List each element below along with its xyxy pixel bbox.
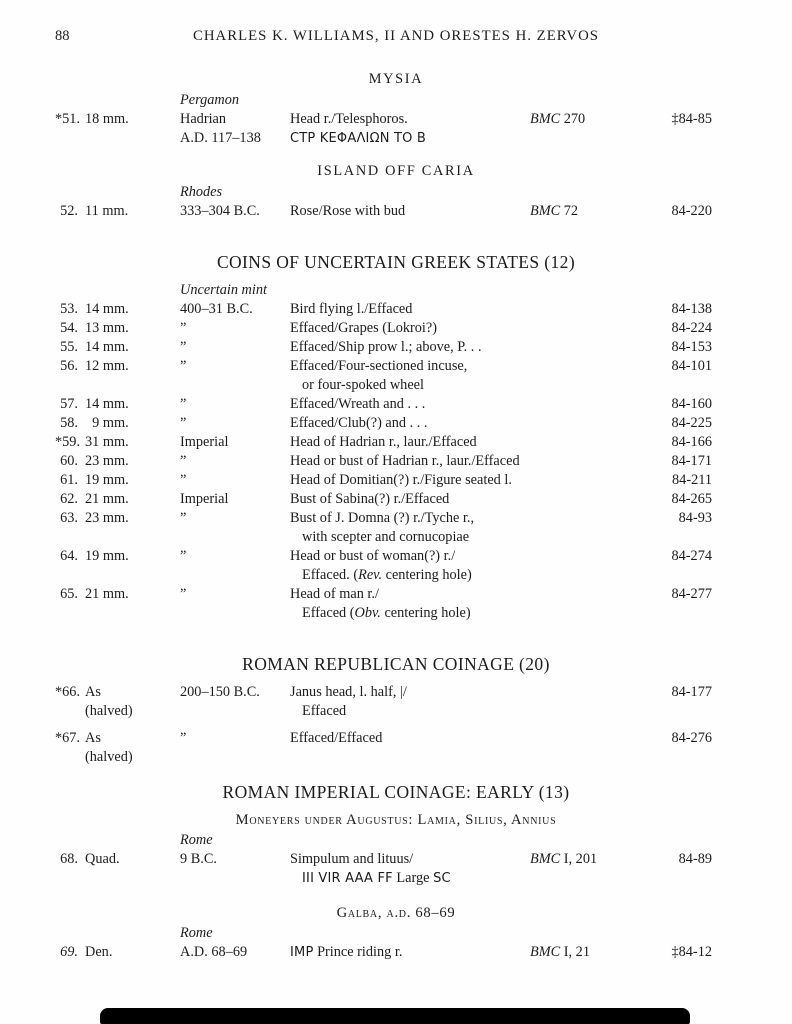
text-run: Head of Hadrian r., laur./Effaced: [290, 434, 477, 450]
entry-catalog-number: 84-276: [671, 730, 712, 746]
text-run: Effaced/Four-sectioned incuse,: [290, 358, 468, 374]
entry-row: [55, 414, 737, 433]
entry-mint-line: ”: [180, 415, 187, 431]
entry-description-line: [290, 110, 530, 129]
page-number: 88: [55, 28, 70, 44]
entry-description: [290, 338, 530, 357]
text-run: Obv.: [354, 605, 381, 621]
entry-reference: [530, 319, 640, 338]
entry-reference: [530, 452, 640, 471]
entry-reference: [530, 943, 640, 962]
entry-row: [55, 300, 737, 319]
entry-mint: [180, 110, 290, 148]
text-run: 270: [560, 111, 586, 127]
text-run: III VIR AAA FF: [302, 871, 393, 886]
entry-number: *51.: [55, 111, 81, 127]
entry-mint-line: ”: [180, 396, 187, 412]
entry-description-line: [290, 528, 530, 547]
entry-row: [55, 452, 737, 471]
entry-mint-line: Imperial: [180, 434, 229, 450]
entry-size-line: Den.: [85, 944, 113, 960]
text-run: Effaced. (: [302, 567, 359, 583]
entry-reference: [530, 414, 640, 433]
entry-reference: [530, 471, 640, 490]
entry-catalog-number: 84-265: [671, 491, 712, 507]
entry-number: 69.: [60, 944, 78, 960]
mint-label: Rome: [180, 925, 213, 941]
entry-mint-line: Imperial: [180, 491, 229, 507]
entry-catalog-number: 84-171: [671, 453, 712, 469]
entry-description-line: [290, 357, 530, 376]
entry-catalog-number: 84-177: [671, 684, 712, 700]
entry-size: [85, 414, 180, 433]
entry-size-line: 19 mm.: [85, 548, 129, 564]
entry-size-line: (halved): [85, 749, 133, 765]
entry-mint-line: A.D. 68–69: [180, 944, 248, 960]
entry-size: [85, 110, 180, 148]
entry-description: [290, 319, 530, 338]
entry-size: [85, 585, 180, 623]
entry-mint: [180, 490, 290, 509]
entry-mint-line: 400–31 B.C.: [180, 301, 253, 317]
entry-row: [55, 319, 737, 338]
entry-size: [85, 509, 180, 547]
section-heading: COINS OF UNCERTAIN GREEK STATES (12): [216, 252, 576, 272]
section-heading: MYSIA: [368, 71, 424, 87]
entry-number: 57.: [60, 396, 78, 412]
text-run: BMC: [530, 851, 561, 867]
entry-mint: [180, 683, 290, 721]
entry-row: [55, 850, 737, 888]
catalog-content: [0, 70, 792, 962]
entry-mint-line: 200–150 B.C.: [180, 684, 260, 700]
text-run: SC: [433, 871, 451, 886]
entry-size-line: 9 mm.: [85, 415, 129, 431]
entry-size: [85, 452, 180, 471]
entry-description: [290, 357, 530, 395]
text-run: Large: [392, 870, 434, 886]
entry-mint: [180, 509, 290, 547]
entry-description: [290, 395, 530, 414]
entry-description: [290, 300, 530, 319]
entry-row: [55, 547, 737, 585]
text-run: Prince riding r.: [313, 944, 403, 960]
entry-number: *59.: [55, 434, 81, 450]
entry-description-line: [290, 395, 530, 414]
text-run: IMP: [290, 945, 314, 960]
entry-size-line: 19 mm.: [85, 472, 129, 488]
entry-reference: [530, 585, 640, 623]
text-run: Head or bust of woman(?) r./: [290, 548, 456, 564]
entry-mint-line: ”: [180, 453, 187, 469]
entry-number: 64.: [60, 548, 78, 564]
entry-mint: [180, 471, 290, 490]
entry-catalog-number: 84-89: [678, 851, 712, 867]
text-run: or four-spoked wheel: [302, 377, 424, 393]
section-heading: ISLAND OFF CARIA: [317, 163, 475, 179]
entry-description-line: [290, 585, 530, 604]
text-run: centering hole): [380, 605, 471, 621]
entry-mint-line: ”: [180, 358, 187, 374]
entry-description-line: [290, 319, 530, 338]
entry-size-line: (halved): [85, 703, 133, 719]
entry-size: [85, 319, 180, 338]
entry-number: 54.: [60, 320, 78, 336]
entry-mint: [180, 300, 290, 319]
entry-mint: [180, 319, 290, 338]
entry-mint: [180, 943, 290, 962]
entry-row: [55, 110, 737, 148]
entry-description-line: [290, 433, 530, 452]
entry-mint: [180, 452, 290, 471]
entry-description: [290, 202, 530, 221]
text-run: CTP ΚΕΦΑΛΙΩΝ ΤΟ Β: [290, 131, 426, 146]
entry-catalog-number: 84-274: [671, 548, 712, 564]
entry-size: [85, 729, 180, 767]
mint-label: Pergamon: [180, 92, 240, 108]
entry-number: 61.: [60, 472, 78, 488]
mint-label: Rome: [180, 832, 213, 848]
entry-size: [85, 490, 180, 509]
entry-description: [290, 471, 530, 490]
entry-mint-line: ”: [180, 730, 187, 746]
entry-mint: [180, 414, 290, 433]
entry-mint-line: 333–304 B.C.: [180, 203, 260, 219]
text-run: Effaced: [302, 703, 347, 719]
entry-size-line: Quad.: [85, 851, 120, 867]
entry-mint: [180, 338, 290, 357]
entry-row: [55, 943, 737, 962]
section-heading: ROMAN REPUBLICAN COINAGE (20): [242, 654, 550, 674]
entry-description-line: [290, 943, 530, 962]
running-title: CHARLES K. WILLIAMS, II AND ORESTES H. ZERVOS: [192, 28, 600, 44]
entry-row: [55, 509, 737, 547]
entry-size-line: 14 mm.: [85, 339, 129, 355]
text-run: Head or bust of Hadrian r., laur./Effaced: [290, 453, 520, 469]
entry-size: [85, 433, 180, 452]
entry-mint: [180, 547, 290, 585]
text-run: Effaced/Club(?) and . . .: [290, 415, 428, 431]
entry-description: [290, 547, 530, 585]
text-run: Simpulum and lituus/: [290, 851, 414, 867]
entry-description: [290, 452, 530, 471]
entry-catalog-number: 84-101: [671, 358, 712, 374]
text-run: Rose/Rose with bud: [290, 203, 406, 219]
entry-catalog-number: 84-166: [671, 434, 712, 450]
entry-catalog-number: ‡84-85: [671, 111, 712, 127]
entry-reference: [530, 850, 640, 888]
entry-size: [85, 850, 180, 888]
entry-size-line: 11 mm.: [85, 203, 129, 219]
entry-catalog-number: 84-153: [671, 339, 712, 355]
entry-size: [85, 202, 180, 221]
text-run: 72: [560, 203, 579, 219]
entry-size: [85, 943, 180, 962]
entry-mint: [180, 850, 290, 888]
text-run: Effaced/Effaced: [290, 730, 383, 746]
entry-number: 55.: [60, 339, 78, 355]
entry-description: [290, 585, 530, 623]
text-run: BMC: [530, 111, 561, 127]
section-heading: Moneyers under Augustus: Lamia, Silius, Annius: [235, 812, 557, 828]
entry-description: [290, 683, 530, 721]
entry-row: [55, 471, 737, 490]
entry-reference: [530, 110, 640, 148]
section-heading: Galba, a.d. 68–69: [336, 905, 456, 921]
entry-number: 52.: [60, 203, 78, 219]
entry-reference: [530, 338, 640, 357]
entry-number: 63.: [60, 510, 78, 526]
entry-size: [85, 300, 180, 319]
entry-number: 56.: [60, 358, 78, 374]
entry-number: *66.: [55, 684, 81, 700]
entry-description-line: [290, 338, 530, 357]
text-run: Bust of Sabina(?) r./Effaced: [290, 491, 450, 507]
entry-reference: [530, 729, 640, 767]
text-run: I, 201: [560, 851, 598, 867]
entry-row: [55, 202, 737, 221]
entry-mint-line: A.D. 117–138: [180, 130, 261, 146]
entry-description: [290, 433, 530, 452]
entry-description: [290, 490, 530, 509]
entry-description-line: [290, 729, 530, 748]
entry-mint: [180, 585, 290, 623]
entry-description: [290, 509, 530, 547]
entry-catalog-number: 84-211: [672, 472, 712, 488]
entry-size: [85, 683, 180, 721]
entry-catalog-number: 84-224: [671, 320, 712, 336]
entry-reference: [530, 357, 640, 395]
entry-number: 62.: [60, 491, 78, 507]
entry-catalog-number: 84-93: [678, 510, 712, 526]
text-run: I, 21: [560, 944, 590, 960]
entry-reference: [530, 490, 640, 509]
entry-row: [55, 683, 737, 721]
entry-size: [85, 471, 180, 490]
entry-description-line: [290, 414, 530, 433]
text-run: BMC: [530, 944, 561, 960]
text-run: Bird flying l./Effaced: [290, 301, 413, 317]
entry-mint: [180, 395, 290, 414]
entry-mint-line: ”: [180, 339, 187, 355]
entry-catalog-number: 84-225: [671, 415, 712, 431]
entry-size-line: 21 mm.: [85, 491, 129, 507]
entry-size-line: As: [85, 684, 101, 700]
entry-size: [85, 547, 180, 585]
entry-mint-line: Hadrian: [180, 111, 227, 127]
text-run: BMC: [530, 203, 561, 219]
entry-description-line: [290, 869, 530, 888]
text-run: Effaced (: [302, 605, 355, 621]
entry-description: [290, 850, 530, 888]
entry-catalog-number: 84-277: [671, 586, 712, 602]
entry-description: [290, 414, 530, 433]
entry-description-line: [290, 490, 530, 509]
section-heading: ROMAN IMPERIAL COINAGE: EARLY (13): [222, 782, 570, 802]
entry-description-line: [290, 509, 530, 528]
entry-row: [55, 729, 737, 767]
entry-reference: [530, 300, 640, 319]
entry-size: [85, 357, 180, 395]
entry-row: [55, 433, 737, 452]
entry-size-line: 13 mm.: [85, 320, 129, 336]
entry-size-line: 18 mm.: [85, 111, 129, 127]
entry-catalog-number: ‡84-12: [671, 944, 712, 960]
entry-mint-line: ”: [180, 548, 187, 564]
entry-description-line: [290, 604, 530, 623]
text-run: Effaced/Grapes (Lokroi?): [290, 320, 437, 336]
entry-description-line: [290, 471, 530, 490]
entry-description-line: [290, 129, 530, 148]
entry-number: 53.: [60, 301, 78, 317]
entry-reference: [530, 509, 640, 547]
text-run: Head of Domitian(?) r./Figure seated l.: [290, 472, 512, 488]
mint-label: Rhodes: [180, 184, 223, 200]
entry-description: [290, 110, 530, 148]
entry-size-line: 23 mm.: [85, 453, 129, 469]
entry-size-line: 14 mm.: [85, 301, 129, 317]
entry-size: [85, 395, 180, 414]
entry-description-line: [290, 452, 530, 471]
entry-description: [290, 943, 530, 962]
entry-size: [85, 338, 180, 357]
entry-size-line: 14 mm.: [85, 396, 129, 412]
entry-mint: [180, 202, 290, 221]
text-run: with scepter and cornucopiae: [302, 529, 470, 545]
mint-label: Uncertain mint: [180, 282, 267, 298]
entry-description-line: [290, 566, 530, 585]
entry-row: [55, 357, 737, 395]
entry-number: 60.: [60, 453, 78, 469]
entry-description-line: [290, 300, 530, 319]
text-run: Rev.: [358, 567, 383, 583]
entry-mint: [180, 729, 290, 767]
entry-mint: [180, 357, 290, 395]
text-run: Head of man r./: [290, 586, 379, 602]
entry-mint-line: 9 B.C.: [180, 851, 217, 867]
text-run: Janus head, l. half, |/: [290, 684, 407, 700]
page-header: [0, 0, 792, 48]
text-run: Effaced/Ship prow l.; above, P. . .: [290, 339, 482, 355]
entry-size-line: As: [85, 730, 101, 746]
entry-reference: [530, 395, 640, 414]
entry-description-line: [290, 547, 530, 566]
entry-description-line: [290, 376, 530, 395]
text-run: Effaced/Wreath and . . .: [290, 396, 426, 412]
entry-catalog-number: 84-220: [671, 203, 712, 219]
entry-catalog-number: 84-160: [671, 396, 712, 412]
entry-size-line: 21 mm.: [85, 586, 129, 602]
entry-description-line: [290, 202, 530, 221]
entry-row: [55, 338, 737, 357]
entry-description-line: [290, 702, 530, 721]
entry-number: *67.: [55, 730, 81, 746]
entry-description-line: [290, 683, 530, 702]
entry-mint-line: ”: [180, 320, 187, 336]
entry-number: 65.: [60, 586, 78, 602]
entry-description-line: [290, 850, 530, 869]
entry-mint: [180, 433, 290, 452]
entry-reference: [530, 202, 640, 221]
text-run: centering hole): [382, 567, 472, 583]
entry-row: [55, 395, 737, 414]
text-run: Head r./Telesphoros.: [290, 111, 408, 127]
scan-artifact-bar: [100, 1008, 690, 1024]
entry-row: [55, 585, 737, 623]
entry-mint-line: ”: [180, 510, 187, 526]
entry-description: [290, 729, 530, 767]
text-run: Bust of J. Domna (?) r./Tyche r.,: [290, 510, 475, 526]
entry-reference: [530, 433, 640, 452]
entry-mint-line: ”: [180, 472, 187, 488]
entry-reference: [530, 547, 640, 585]
entry-catalog-number: 84-138: [671, 301, 712, 317]
entry-number: 58.: [60, 415, 78, 431]
entry-reference: [530, 683, 640, 721]
entry-number: 68.: [60, 851, 78, 867]
entry-size-line: 12 mm.: [85, 358, 129, 374]
entry-row: [55, 490, 737, 509]
entry-size-line: 31 mm.: [85, 434, 129, 450]
entry-size-line: 23 mm.: [85, 510, 129, 526]
entry-mint-line: ”: [180, 586, 187, 602]
